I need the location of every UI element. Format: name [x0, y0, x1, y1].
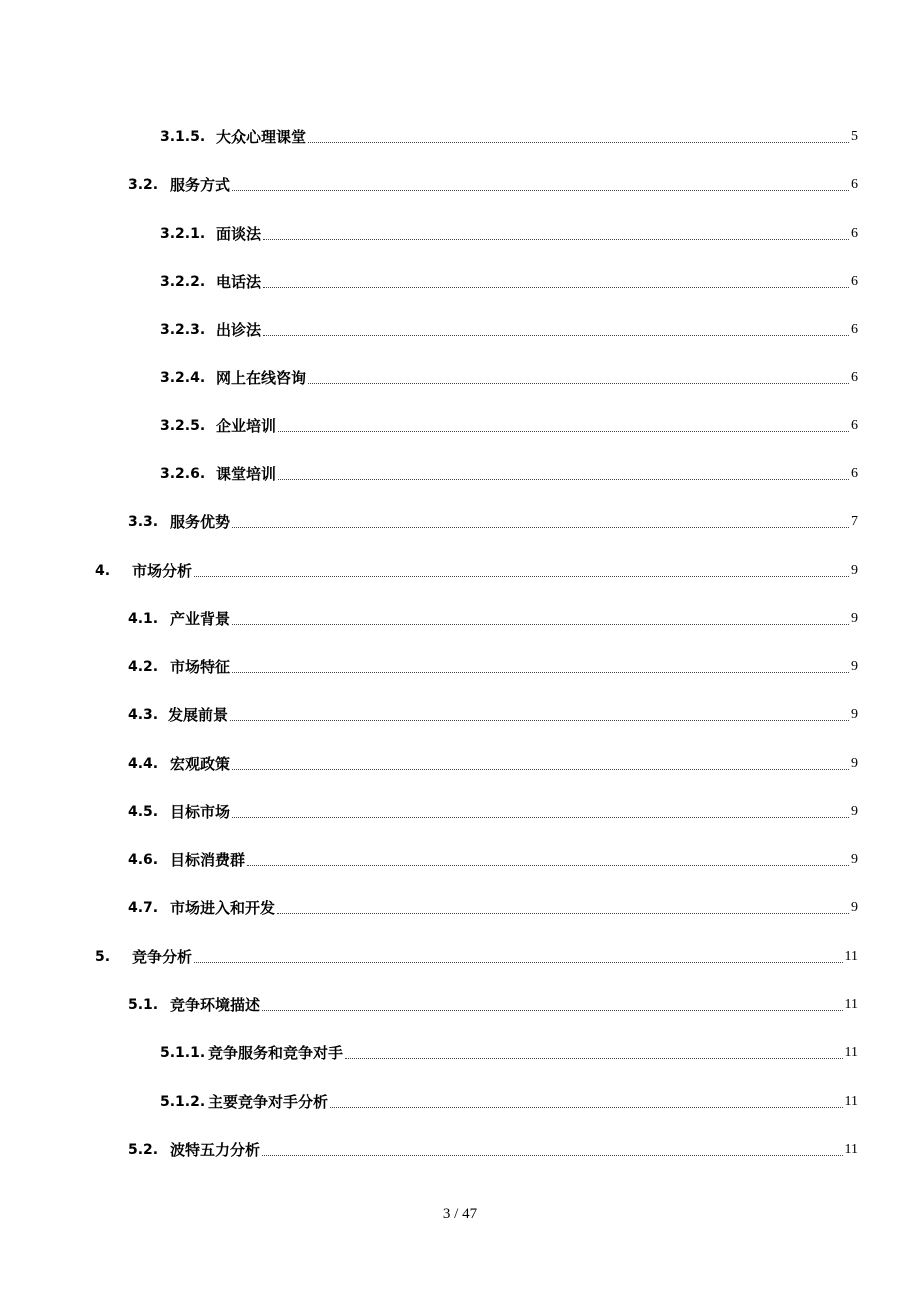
toc-dot-leader [232, 769, 849, 770]
toc-entry-number: 4.1. [128, 611, 159, 627]
current-page: 3 [442, 1206, 451, 1222]
toc-entry[interactable] [0, 1090, 920, 1114]
toc-entry[interactable] [0, 848, 920, 872]
toc-entry-title: 面谈法 [216, 225, 262, 243]
toc-entry-title: 出诊法 [216, 321, 262, 339]
toc-entry-number: 5.1. [128, 997, 159, 1013]
toc-entry-number: 5.2. [128, 1142, 159, 1158]
toc-entry-title: 市场分析 [132, 562, 193, 580]
toc-entry-page: 9 [851, 611, 858, 626]
toc-entry[interactable] [0, 945, 920, 969]
toc-dot-leader [262, 1010, 843, 1011]
toc-entry-page: 6 [851, 322, 858, 337]
toc-entry[interactable] [0, 559, 920, 583]
toc-entry[interactable] [0, 607, 920, 631]
toc-entry-number: 4.3. [128, 707, 159, 723]
toc-entry-number: 4.7. [128, 900, 159, 916]
toc-entry-number: 4.6. [128, 852, 159, 868]
toc-entry-number: 3.2.5. [160, 418, 206, 434]
toc-dot-leader [194, 962, 843, 963]
toc-entry-title: 企业培训 [216, 417, 277, 435]
toc-entry[interactable] [0, 173, 920, 197]
toc-entry-page: 9 [851, 563, 858, 578]
toc-dot-leader [230, 720, 849, 721]
toc-dot-leader [262, 1155, 843, 1156]
toc-entry-title: 网上在线咨询 [216, 369, 307, 387]
toc-entry-number: 4.2. [128, 659, 159, 675]
toc-entry[interactable] [0, 655, 920, 679]
page-separator: / [454, 1206, 459, 1222]
toc-entry[interactable] [0, 414, 920, 438]
toc-entry-page: 6 [851, 418, 858, 433]
toc-entry-page: 5 [851, 129, 858, 144]
toc-entry[interactable] [0, 752, 920, 776]
toc-dot-leader [345, 1058, 843, 1059]
toc-entry[interactable] [0, 125, 920, 149]
toc-entry-number: 3.3. [128, 514, 159, 530]
toc-entry-title: 竞争分析 [132, 948, 193, 966]
toc-entry[interactable] [0, 462, 920, 486]
toc-entry-title: 发展前景 [168, 706, 229, 724]
toc-entry-page: 9 [851, 900, 858, 915]
toc-entry-title: 市场进入和开发 [170, 899, 276, 917]
toc-entry-number: 3.2.2. [160, 274, 206, 290]
toc-dot-leader [330, 1107, 843, 1108]
toc-dot-leader [263, 335, 849, 336]
toc-entry-page: 11 [844, 1045, 858, 1060]
toc-entry-page: 11 [844, 949, 858, 964]
toc-entry-page: 7 [851, 514, 858, 529]
toc-entry-page: 9 [851, 659, 858, 674]
toc-entry-title: 电话法 [216, 273, 262, 291]
toc-dot-leader [278, 479, 849, 480]
toc-entry-title: 目标市场 [170, 803, 231, 821]
toc-entry-title: 竞争服务和竞争对手 [208, 1044, 344, 1062]
toc-dot-leader [278, 431, 849, 432]
toc-entry-number: 5.1.1. [160, 1045, 206, 1061]
toc-entry-number: 3.2.6. [160, 466, 206, 482]
toc-entry[interactable] [0, 1041, 920, 1065]
toc-entry-number: 4.5. [128, 804, 159, 820]
toc-entry-page: 11 [844, 997, 858, 1012]
toc-entry-title: 课堂培训 [216, 465, 277, 483]
toc-dot-leader [277, 913, 849, 914]
total-pages: 47 [462, 1206, 478, 1222]
toc-entry-number: 5. [95, 949, 111, 965]
toc-dot-leader [232, 672, 849, 673]
toc-entry[interactable] [0, 1138, 920, 1162]
toc-dot-leader [232, 817, 849, 818]
toc-entry[interactable] [0, 703, 920, 727]
toc-dot-leader [194, 576, 849, 577]
toc-entry[interactable] [0, 366, 920, 390]
toc-dot-leader [232, 527, 849, 528]
toc-dot-leader [232, 624, 849, 625]
toc-entry-title: 服务方式 [170, 176, 231, 194]
toc-entry-number: 3.2.1. [160, 226, 206, 242]
toc-entry-page: 11 [844, 1142, 858, 1157]
toc-entry-title: 主要竞争对手分析 [208, 1093, 329, 1111]
toc-entry-page: 9 [851, 804, 858, 819]
toc-entry-title: 产业背景 [170, 610, 231, 628]
toc-entry[interactable] [0, 896, 920, 920]
toc-entry-page: 6 [851, 370, 858, 385]
page-number [0, 1206, 920, 1223]
toc-dot-leader [232, 190, 849, 191]
toc-dot-leader [247, 865, 849, 866]
toc-entry-page: 6 [851, 274, 858, 289]
toc-dot-leader [263, 287, 849, 288]
toc-entry[interactable] [0, 270, 920, 294]
toc-entry-number: 4. [95, 563, 111, 579]
toc-entry[interactable] [0, 318, 920, 342]
toc-entry-title: 服务优势 [170, 513, 231, 531]
toc-entry-number: 3.2.3. [160, 322, 206, 338]
toc-dot-leader [308, 383, 849, 384]
toc-dot-leader [263, 239, 849, 240]
toc-entry-number: 4.4. [128, 756, 159, 772]
toc-entry-page: 9 [851, 852, 858, 867]
toc-entry[interactable] [0, 222, 920, 246]
toc-entry-page: 6 [851, 466, 858, 481]
toc-entry-number: 3.2.4. [160, 370, 206, 386]
toc-entry-number: 5.1.2. [160, 1094, 206, 1110]
toc-entry-title: 市场特征 [170, 658, 231, 676]
toc-entry-title: 波特五力分析 [170, 1141, 261, 1159]
toc-dot-leader [308, 142, 849, 143]
toc-entry-page: 6 [851, 226, 858, 241]
toc-entry-title: 竞争环境描述 [170, 996, 261, 1014]
toc-entry-page: 11 [844, 1094, 858, 1109]
toc-entry[interactable] [0, 993, 920, 1017]
toc-entry-number: 3.1.5. [160, 129, 206, 145]
toc-entry-number: 3.2. [128, 177, 159, 193]
toc-entry[interactable] [0, 510, 920, 534]
toc-entry-page: 9 [851, 707, 858, 722]
toc-entry-page: 6 [851, 177, 858, 192]
toc-entry-title: 目标消费群 [170, 851, 246, 869]
toc-entry[interactable] [0, 800, 920, 824]
toc-entry-title: 宏观政策 [170, 755, 231, 773]
toc-entry-page: 9 [851, 756, 858, 771]
toc-entry-title: 大众心理课堂 [216, 128, 307, 146]
